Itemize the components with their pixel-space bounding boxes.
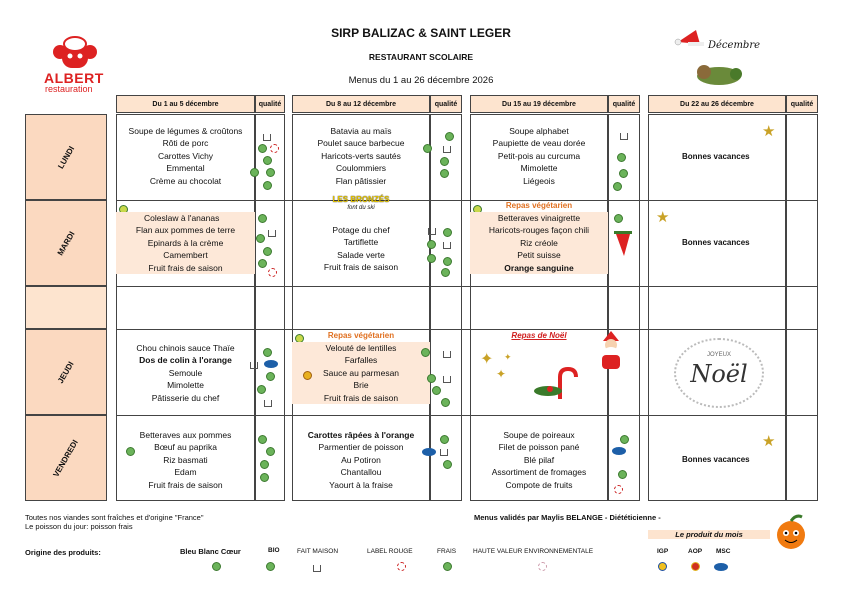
row-divider (116, 329, 818, 330)
bio-icon (440, 165, 449, 183)
bio-icon (258, 210, 267, 228)
week-1-quality-header: qualité (255, 95, 285, 113)
dish: Farfalles (292, 354, 430, 366)
dish: Dos de colin à l'orange (139, 355, 232, 366)
bbc-icon (126, 443, 135, 461)
dish: Flan aux pommes de terre (116, 224, 255, 236)
orange-mascot-icon (774, 514, 808, 550)
dish: Epinards à la crème (116, 237, 255, 249)
bio-icon (423, 140, 432, 158)
fait-maison-icon (313, 559, 321, 577)
dish: Coulommiers (335, 163, 387, 174)
bbc-icon (421, 344, 430, 362)
dish: Crème au chocolat (149, 175, 222, 186)
dish: Rôti de porc (162, 138, 209, 149)
logo-subbrand: restauration (45, 84, 93, 94)
day-label-vendredi: VENDREDI (25, 415, 107, 501)
dish: Velouté de lentilles (292, 342, 430, 354)
week-4-quality-header: qualité (786, 95, 818, 113)
dish: Yaourt à la fraise (329, 479, 393, 490)
dish: Salade verte (337, 249, 385, 260)
week-3-quality-header: qualité (608, 95, 640, 113)
legend-aop: AOP (688, 548, 703, 555)
menu-lundi-week3 (470, 125, 608, 187)
igp-icon (658, 558, 667, 576)
logo-brand: ALBERT (44, 70, 104, 86)
dish: Fruit frais de saison (292, 392, 430, 404)
dish: Blé pilaf (523, 454, 555, 465)
fait-maison-icon (443, 370, 451, 388)
vacation-lundi: Bonnes vacances (682, 152, 750, 161)
week-2-header: Du 8 au 12 décembre (292, 95, 430, 113)
row-divider (116, 415, 818, 416)
dish: Orange sanguine (470, 262, 608, 274)
bio-icon (614, 210, 623, 228)
legend-msc: MSC (716, 548, 731, 555)
dish: Batavia au maïs (330, 126, 392, 136)
menu-period: Menus du 1 au 26 décembre 2026 (348, 75, 494, 86)
week-4-header: Du 22 au 26 décembre (648, 95, 786, 113)
bio-icon (441, 394, 450, 412)
fait-maison-icon (264, 394, 272, 412)
label-rouge-icon (397, 558, 406, 576)
legend-frais: FRAIS (437, 548, 457, 555)
dish: Riz basmati (163, 454, 208, 465)
dish: Chou chinois sauce Thaïe (136, 343, 235, 353)
legend-label-rouge: LABEL ROUGE (367, 548, 413, 555)
bbc-icon (212, 558, 221, 576)
bio-icon (258, 255, 267, 273)
day-label-jeudi: JEUDI (25, 329, 107, 415)
dish: Soupe de légumes & croûtons (128, 126, 243, 136)
vegetarian-title: Repas végétarien (505, 201, 573, 210)
santa-claus-icon (598, 331, 624, 371)
legend-hve: HAUTE VALEUR ENVIRONNEMENTALE (473, 548, 594, 555)
sunflower-icon (303, 367, 312, 385)
vacation-vendredi: Bonnes vacances (682, 455, 750, 464)
december-label: Décembre (708, 40, 761, 51)
bio-icon (260, 469, 269, 487)
dish: Brie (292, 379, 430, 391)
svg-text:✦: ✦ (480, 351, 494, 368)
svg-text:✦: ✦ (504, 352, 512, 362)
dish: Haricots-verts sautés (321, 150, 401, 161)
dish: Liégeois (523, 175, 555, 186)
msc-icon (714, 558, 728, 576)
dish: Haricots-rouges façon chili (470, 224, 608, 236)
december-logo (674, 28, 754, 88)
bbc-icon (250, 164, 259, 182)
dish: Compote de fruits (505, 479, 573, 490)
dish: Soupe de poireaux (503, 430, 575, 440)
fait-maison-icon (620, 127, 628, 145)
bio-icon (266, 368, 275, 386)
footer-validated: Menus validés par Maylis BELANGE - Diététicienne - (474, 513, 661, 522)
day-label-mercredi (25, 286, 107, 329)
dish: Parmentier de poisson (318, 442, 404, 453)
fait-maison-icon (443, 345, 451, 363)
menu-jeudi-week2 (292, 342, 430, 404)
candy-cane-icon (530, 365, 578, 401)
dish: Sauce au parmesan (292, 367, 430, 379)
menu-mardi-week1 (116, 212, 255, 274)
chili-pepper-icon (612, 228, 634, 258)
page-title: SIRP BALIZAC & SAINT LEGER (331, 26, 511, 40)
bio-icon (613, 178, 622, 196)
menu-jeudi-week1 (116, 342, 255, 404)
dish: Edam (174, 467, 197, 478)
day-label-mardi: MARDI (25, 200, 107, 286)
dish: Betteraves vinaigrette (470, 212, 608, 224)
star-icon: ★ (656, 209, 670, 226)
legend-bbc: Bleu Blanc Cœur (180, 547, 241, 556)
bio-icon (443, 456, 452, 474)
dish: Assortiment de fromages (491, 467, 587, 478)
week-3-header: Du 15 au 19 décembre (470, 95, 608, 113)
dish: Petit-pois au curcuma (497, 150, 581, 161)
msc-icon (422, 443, 436, 461)
bronzes-badge: LES BRONZÉS font du ski (332, 195, 390, 211)
bio-icon (441, 264, 450, 282)
dish: Petit suisse (470, 249, 608, 261)
santa-hat-icon (674, 28, 754, 88)
dish: Betteraves aux pommes (139, 430, 232, 440)
dish: Paupiette de veau dorée (492, 138, 586, 149)
dish: Camembert (116, 249, 255, 261)
week-1-header: Du 1 au 5 décembre (116, 95, 255, 113)
day-label-lundi: LUNDI (25, 114, 107, 200)
star-icon: ★ (762, 433, 776, 450)
christmas-stars-icon (478, 348, 518, 384)
dish: Flan pâtissier (335, 175, 387, 186)
row-divider (116, 200, 818, 201)
footer-note-fish: Le poisson du jour: poisson frais (25, 522, 133, 531)
dish: Fruit frais de saison (323, 262, 399, 273)
menu-mardi-week2 (292, 224, 430, 274)
vacation-mardi: Bonnes vacances (682, 238, 750, 247)
svg-text:✦: ✦ (496, 367, 507, 381)
hve-icon (614, 481, 623, 499)
fait-maison-icon (250, 356, 258, 374)
menu-mardi-week3 (470, 212, 608, 274)
dish: Au Potiron (341, 454, 381, 465)
bio-icon (263, 177, 272, 195)
dish: Filet de poisson pané (498, 442, 580, 453)
dish: Chantallou (340, 467, 382, 478)
dish: Semoule (168, 367, 203, 378)
fait-maison-icon (443, 236, 451, 254)
dish: Carottes Vichy (157, 150, 214, 161)
aop-icon (691, 558, 700, 576)
menu-vendredi-week2 (292, 429, 430, 491)
bio-icon (266, 558, 275, 576)
dish: Riz créole (470, 237, 608, 249)
week-2-quality-header: qualité (430, 95, 462, 113)
legend-bio: BIO (268, 547, 280, 554)
vegetarian-title: Repas végétarien (327, 331, 395, 340)
dish: Bœuf au paprika (154, 442, 217, 453)
christmas-meal-title: Repas de Noël (511, 331, 567, 340)
row-divider (116, 286, 818, 287)
star-icon: ★ (762, 123, 776, 140)
legend-igp: IGP (657, 548, 669, 555)
dish: Fruit frais de saison (116, 262, 255, 274)
dish: Carottes râpées à l'orange (307, 430, 415, 440)
dish: Pâtisserie du chef (151, 392, 220, 403)
joyeux-noel-image: JOYEUX Noël (674, 338, 764, 408)
dish: Emmental (166, 163, 205, 174)
hve-icon (538, 558, 547, 576)
menu-vendredi-week3 (470, 429, 608, 491)
dish: Fruit frais de saison (148, 479, 223, 490)
menu-lundi-week2 (292, 125, 430, 187)
dish: Potage du chef (332, 225, 390, 235)
bbc-icon (427, 250, 436, 268)
dish: Poulet sauce barbecue (317, 138, 405, 149)
dish: Coleslaw à l'ananas (116, 212, 255, 224)
hve-icon (268, 264, 277, 282)
footer-note-meat: Toutes nos viandes sont fraîches et d'origine "France" (25, 513, 204, 522)
menu-vendredi-week1 (116, 429, 255, 491)
chef-logo-icon (52, 36, 98, 70)
origine-label: Origine des produits: (25, 548, 101, 557)
page-subtitle: RESTAURANT SCOLAIRE (368, 52, 474, 62)
dish: Mimolette (520, 163, 558, 174)
bio-icon (432, 382, 441, 400)
legend-fait-maison: FAIT MAISON (297, 548, 339, 555)
menu-lundi-week1 (116, 125, 255, 187)
produit-du-mois: Le produit du mois (648, 530, 770, 539)
dish: Soupe alphabet (509, 126, 569, 136)
frais-icon (443, 558, 452, 576)
dish: Tartiflette (343, 237, 379, 248)
week-4-quality-column (786, 114, 818, 501)
msc-icon (612, 442, 626, 460)
fait-maison-icon (268, 224, 276, 242)
dish: Mimolette (167, 380, 204, 391)
